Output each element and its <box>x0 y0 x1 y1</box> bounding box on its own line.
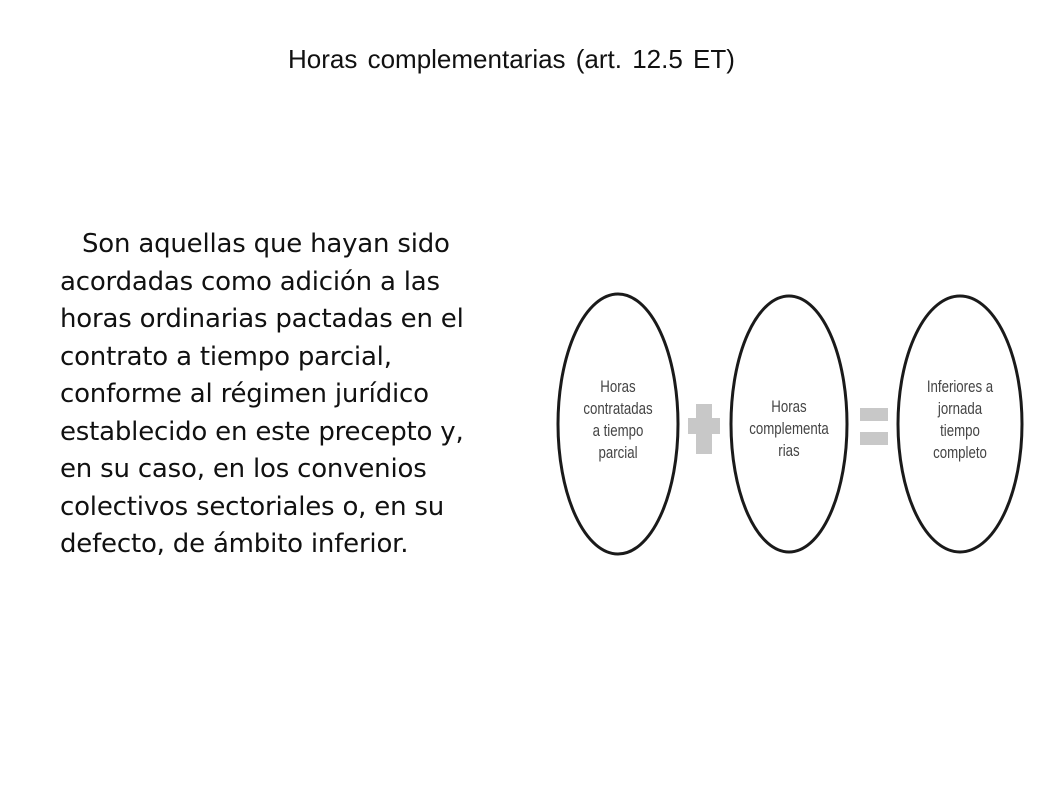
plus-sign-vertical <box>696 404 712 454</box>
oval-label-complementary-hours: Horas complementa rias <box>749 397 829 460</box>
slide-header <box>0 0 1058 100</box>
slide-title: Horas complementarias (art. 12.5 ET) <box>288 44 735 74</box>
hours-equation-diagram <box>550 290 1030 560</box>
equals-sign-bottom <box>860 432 888 445</box>
body-paragraph: Son aquellas que hayan sido acordadas como adición a las horas ordinarias pactadas en el contrato a tiempo parcial, conforme al régimen jurídico establecido en este precepto y, en su caso, en los convenios colectivos sectoriales o, en su defecto, de ámbito inferior. <box>60 229 464 559</box>
equals-sign-top <box>860 408 888 421</box>
oval-label-contracted-hours: Horas contratadas a tiempo parcial <box>583 377 653 462</box>
oval-label-full-time-limit: Inferiores a jornada tiempo completo <box>926 377 994 462</box>
